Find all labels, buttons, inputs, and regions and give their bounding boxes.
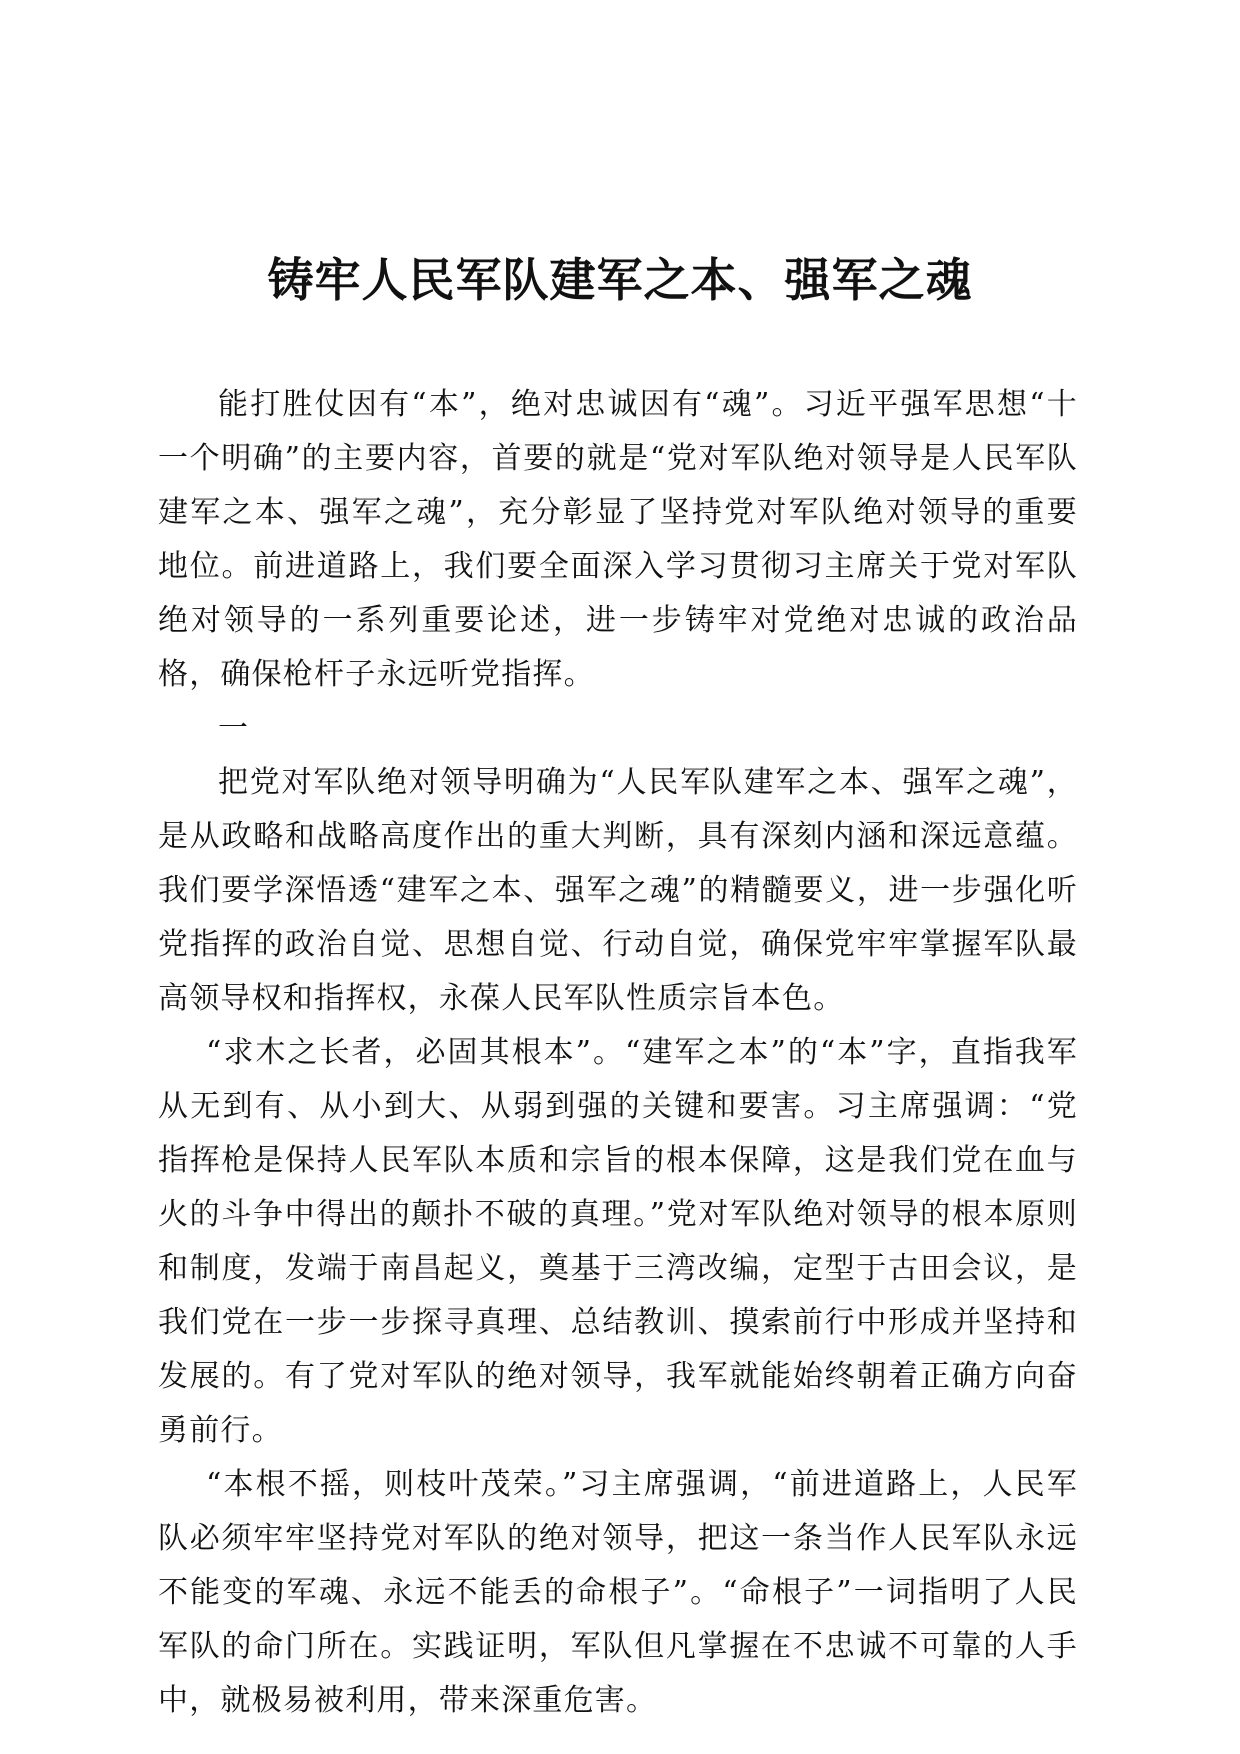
paragraph-lifeblood: “本根不摇，则枝叶茂荣。”习主席强调，“前进道路上，人民军队必须牢牢坚持党对军队的绝对领导，把这一条当作人民军队永远不能变的军魂、永远不能丢的命根子”。“命根子”一词指明了人民军队的命门所在。实践证明，军队但凡掌握在不忠诚不可靠的人手中，就极易被利用，带来深重危害。 bbox=[158, 1467, 1078, 1718]
document-title: 铸牢人民军队建军之本、强军之魂 bbox=[267, 253, 973, 307]
document-body bbox=[158, 378, 1078, 1728]
paragraph-root-quote: “求木之长者，必固其根本”。“建军之本”的“本”字，直指我军从无到有、从小到大、从弱到强的关键和要害。习主席强调：“党指挥枪是保持人民军队本质和宗旨的根本保障，这是我们党在血与火的斗争中得出的颠扑不破的真理。”党对军队绝对领导的根本原则和制度，发端于南昌起义，奠基于三湾改编，定型于古田会议，是我们党在一步一步探寻真理、总结教训、摸索前行中形成并坚持和发展的。有了党对军队的绝对领导，我军就能始终朝着正确方向奋勇前行。 bbox=[158, 1035, 1078, 1448]
section-number-one: 一 bbox=[218, 711, 250, 746]
paragraph-section-one-lead: 把党对军队绝对领导明确为“人民军队建军之本、强军之魂”，是从政略和战略高度作出的重大判断，具有深刻内涵和深远意蕴。我们要学深悟透“建军之本、强军之魂”的精髓要义，进一步强化听党指挥的政治自觉、思想自觉、行动自觉，确保党牢牢掌握军队最高领导权和指挥权，永葆人民军队性质宗旨本色。 bbox=[158, 765, 1078, 1016]
paragraph-intro: 能打胜仗因有“本”，绝对忠诚因有“魂”。习近平强军思想“十一个明确”的主要内容，首要的就是“党对军队绝对领导是人民军队建军之本、强军之魂”，充分彰显了坚持党对军队绝对领导的重要地位。前进道路上，我们要全面深入学习贯彻习主席关于党对军队绝对领导的一系列重要论述，进一步铸牢对党绝对忠诚的政治品格，确保枪杆子永远听党指挥。 bbox=[158, 387, 1078, 692]
